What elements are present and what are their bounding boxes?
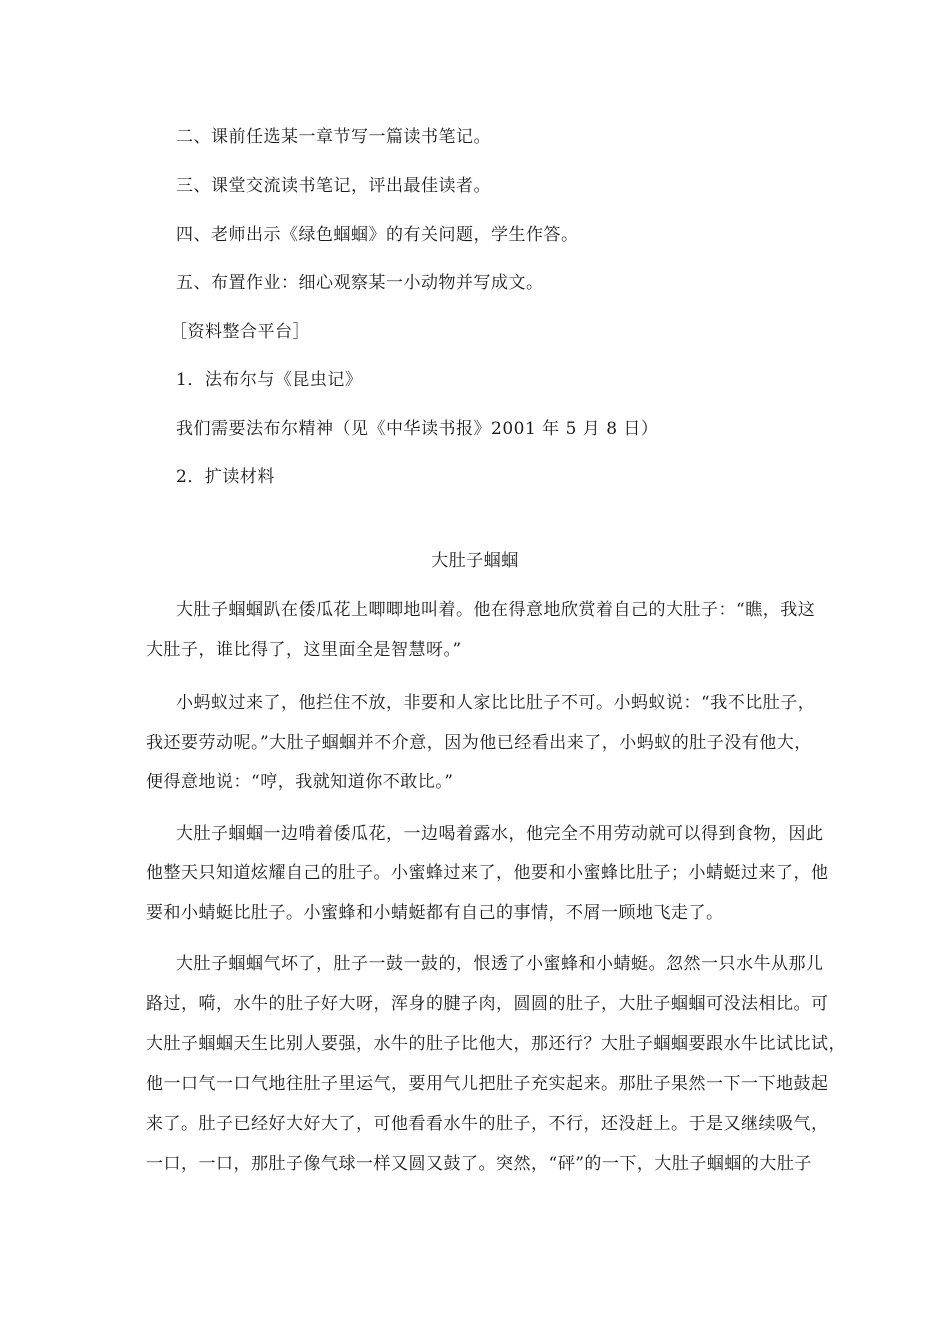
- outline-item-4: 四、老师出示《绿色蝈蝈》的有关问题，学生作答。: [176, 225, 579, 245]
- story-line: 路过，嗬，水牛的肚子好大呀，浑身的腱子肉，圆圆的肚子，大肚子蝈蝈可没法相比。可: [146, 994, 829, 1014]
- outline-item-2: 二、课前任选某一章节写一篇读书笔记。: [176, 127, 491, 147]
- story-line: 大肚子蝈蝈一边啃着倭瓜花，一边喝着露水，他完全不用劳动就可以得到食物，因此: [176, 824, 824, 844]
- story-line: 一口，一口，那肚子像气球一样又圆又鼓了。突然，“砰”的一下，大肚子蝈蝈的大肚子: [146, 1154, 812, 1174]
- story-line: 大肚子蝈蝈趴在倭瓜花上唧唧地叫着。他在得意地欣赏着自己的大肚子：“瞧，我这: [176, 600, 816, 620]
- resources-note-1: 我们需要法布尔精神（见《中华读书报》2001 年 5 月 8 日）: [176, 419, 659, 439]
- story-line: 他整天只知道炫耀自己的肚子。小蜜蜂过来了，他要和小蜜蜂比肚子；小蜻蜓过来了，他: [146, 863, 829, 883]
- story-line: 大肚子蝈蝈天生比别人要强，水牛的肚子比他大，那还行？大肚子蝈蝈要跟水牛比试比试，: [146, 1034, 846, 1054]
- story-line: 他一口气一口气地往肚子里运气，要用气儿把肚子充实起来。那肚子果然一下一下地鼓起: [146, 1074, 829, 1094]
- resources-subheading-1: 1．法布尔与《昆虫记》: [176, 370, 363, 390]
- story-line: 我还要劳动呢。”大肚子蝈蝈并不介意，因为他已经看出来了，小蚂蚁的肚子没有他大，: [146, 733, 812, 753]
- resources-subheading-2: 2．扩读材料: [176, 467, 275, 487]
- story-line: 大肚子，谁比得了，这里面全是智慧呀。”: [146, 640, 462, 660]
- outline-item-5: 五、布置作业：细心观察某一小动物并写成文。: [176, 273, 544, 293]
- story-line: 来了。肚子已经好大好大了，可他看看水牛的肚子，不行，还没赶上。于是又继续吸气，: [146, 1114, 829, 1134]
- outline-item-3: 三、课堂交流读书笔记，评出最佳读者。: [176, 176, 491, 196]
- story-line: 要和小蜻蜓比肚子。小蜜蜂和小蜻蜓都有自己的事情，不屑一顾地飞走了。: [146, 903, 724, 923]
- story-title: 大肚子蝈蝈: [431, 551, 519, 571]
- story-line: 大肚子蝈蝈气坏了，肚子一鼓一鼓的，恨透了小蜜蜂和小蜻蜓。忽然一只水牛从那儿: [176, 954, 824, 974]
- story-line: 便得意地说：“哼，我就知道你不敢比。”: [146, 772, 454, 792]
- story-line: 小蚂蚁过来了，他拦住不放，非要和人家比比肚子不可。小蚂蚁说：“我不比肚子，: [176, 693, 816, 713]
- resources-heading: ［资料整合平台］: [170, 322, 310, 342]
